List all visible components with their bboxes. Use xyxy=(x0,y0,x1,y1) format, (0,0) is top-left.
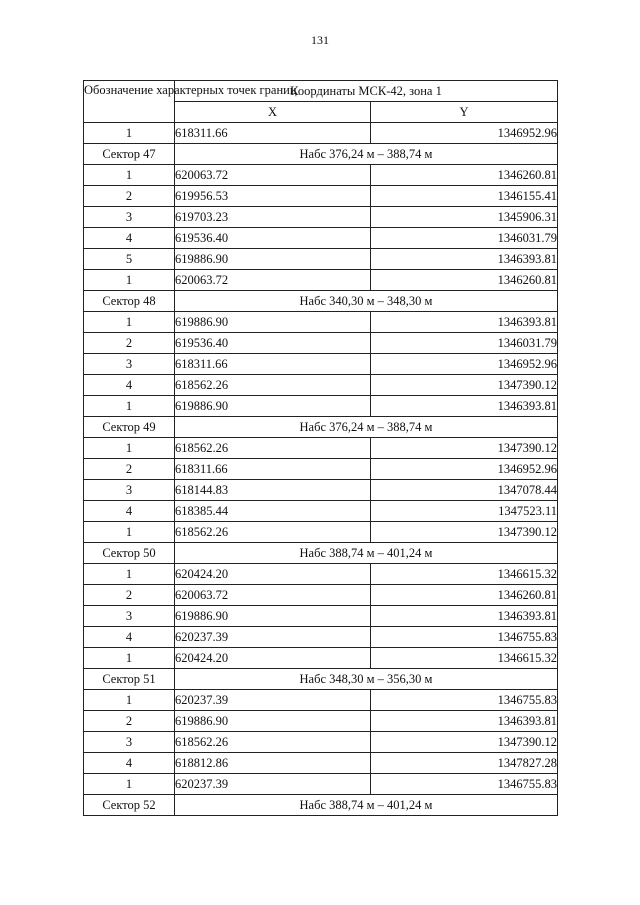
y-coordinate: 1346755.83 xyxy=(371,774,558,795)
x-coordinate: 620063.72 xyxy=(175,585,371,606)
table-row xyxy=(84,774,558,795)
point-number: 3 xyxy=(84,606,175,627)
sector-label: Сектор 50 xyxy=(84,543,175,564)
table-row xyxy=(84,732,558,753)
table-row xyxy=(84,564,558,585)
table-row xyxy=(84,585,558,606)
point-number: 1 xyxy=(84,438,175,459)
sector-elevation-range: Набс 348,30 м – 356,30 м xyxy=(175,669,558,690)
table-row xyxy=(84,480,558,501)
point-number: 2 xyxy=(84,186,175,207)
y-coordinate: 1346393.81 xyxy=(371,249,558,270)
x-coordinate: 620063.72 xyxy=(175,270,371,291)
sector-row xyxy=(84,417,558,438)
point-number: 1 xyxy=(84,123,175,144)
y-coordinate: 1347078.44 xyxy=(371,480,558,501)
y-coordinate: 1346755.83 xyxy=(371,690,558,711)
sector-row xyxy=(84,291,558,312)
table-row xyxy=(84,438,558,459)
y-coordinate: 1346615.32 xyxy=(371,648,558,669)
table-header-row xyxy=(84,81,558,102)
table-row xyxy=(84,207,558,228)
x-coordinate: 620424.20 xyxy=(175,648,371,669)
sector-label: Сектор 48 xyxy=(84,291,175,312)
point-number: 1 xyxy=(84,564,175,585)
x-coordinate: 619536.40 xyxy=(175,228,371,249)
table-row xyxy=(84,165,558,186)
point-number: 1 xyxy=(84,396,175,417)
point-designation-header: Обозначение характерных точек границ xyxy=(84,81,175,123)
table-row xyxy=(84,396,558,417)
table-row xyxy=(84,375,558,396)
y-coordinate: 1346031.79 xyxy=(371,228,558,249)
y-coordinate: 1346031.79 xyxy=(371,333,558,354)
x-coordinate: 620424.20 xyxy=(175,564,371,585)
sector-label: Сектор 47 xyxy=(84,144,175,165)
y-coordinate: 1347523.11 xyxy=(371,501,558,522)
y-coordinate: 1347827.28 xyxy=(371,753,558,774)
point-number: 4 xyxy=(84,375,175,396)
table-row xyxy=(84,753,558,774)
y-coordinate: 1346952.96 xyxy=(371,354,558,375)
point-number: 2 xyxy=(84,711,175,732)
y-coordinate: 1347390.12 xyxy=(371,522,558,543)
sector-elevation-range: Набс 340,30 м – 348,30 м xyxy=(175,291,558,312)
sector-row xyxy=(84,144,558,165)
table-row xyxy=(84,459,558,480)
table-row xyxy=(84,690,558,711)
x-coordinate: 619886.90 xyxy=(175,396,371,417)
table-row xyxy=(84,627,558,648)
y-coordinate: 1346755.83 xyxy=(371,627,558,648)
point-number: 1 xyxy=(84,774,175,795)
table-row xyxy=(84,333,558,354)
page-number: 131 xyxy=(311,33,329,47)
y-coordinate: 1345906.31 xyxy=(371,207,558,228)
point-number: 4 xyxy=(84,228,175,249)
x-coordinate: 620063.72 xyxy=(175,165,371,186)
point-number: 3 xyxy=(84,354,175,375)
y-coordinate: 1347390.12 xyxy=(371,732,558,753)
point-number: 5 xyxy=(84,249,175,270)
sector-label: Сектор 52 xyxy=(84,795,175,816)
table-row xyxy=(84,186,558,207)
x-coordinate: 618311.66 xyxy=(175,123,371,144)
y-coordinate: 1346155.41 xyxy=(371,186,558,207)
x-coordinate: 619703.23 xyxy=(175,207,371,228)
x-coordinate: 619886.90 xyxy=(175,606,371,627)
table-row xyxy=(84,522,558,543)
x-coordinate: 619886.90 xyxy=(175,711,371,732)
table-row xyxy=(84,354,558,375)
sector-label: Сектор 51 xyxy=(84,669,175,690)
x-coordinate: 618812.86 xyxy=(175,753,371,774)
y-coordinate: 1346952.96 xyxy=(371,123,558,144)
table-row xyxy=(84,312,558,333)
x-coordinate: 620237.39 xyxy=(175,627,371,648)
y-coordinate: 1346393.81 xyxy=(371,606,558,627)
point-number: 4 xyxy=(84,753,175,774)
x-coordinate: 618385.44 xyxy=(175,501,371,522)
x-coordinate: 619886.90 xyxy=(175,249,371,270)
x-coordinate: 618311.66 xyxy=(175,354,371,375)
y-coordinate: 1346393.81 xyxy=(371,312,558,333)
y-coordinate: 1346393.81 xyxy=(371,396,558,417)
sector-elevation-range: Набс 376,24 м – 388,74 м xyxy=(175,144,558,165)
table-row xyxy=(84,123,558,144)
y-coordinate: 1346393.81 xyxy=(371,711,558,732)
point-number: 1 xyxy=(84,165,175,186)
sector-row xyxy=(84,543,558,564)
point-number: 2 xyxy=(84,333,175,354)
x-coordinate: 618562.26 xyxy=(175,732,371,753)
coordinates-system-header: Координаты МСК-42, зона 1 xyxy=(175,81,558,102)
table-row xyxy=(84,648,558,669)
y-column-header: Y xyxy=(371,102,558,123)
y-coordinate: 1346260.81 xyxy=(371,585,558,606)
sector-elevation-range: Набс 376,24 м – 388,74 м xyxy=(175,417,558,438)
y-coordinate: 1346260.81 xyxy=(371,165,558,186)
point-number: 2 xyxy=(84,459,175,480)
sector-label: Сектор 49 xyxy=(84,417,175,438)
point-number: 3 xyxy=(84,207,175,228)
point-number: 4 xyxy=(84,627,175,648)
x-coordinate: 618562.26 xyxy=(175,522,371,543)
point-number: 3 xyxy=(84,732,175,753)
point-number: 1 xyxy=(84,270,175,291)
x-coordinate: 618562.26 xyxy=(175,375,371,396)
table-body xyxy=(84,123,558,816)
sector-elevation-range: Набс 388,74 м – 401,24 м xyxy=(175,795,558,816)
table-row xyxy=(84,711,558,732)
y-coordinate: 1346952.96 xyxy=(371,459,558,480)
point-number: 1 xyxy=(84,690,175,711)
y-coordinate: 1346260.81 xyxy=(371,270,558,291)
point-number: 3 xyxy=(84,480,175,501)
x-column-header: X xyxy=(175,102,371,123)
sector-row xyxy=(84,795,558,816)
coordinates-table xyxy=(83,80,558,816)
sector-row xyxy=(84,669,558,690)
y-coordinate: 1346615.32 xyxy=(371,564,558,585)
y-coordinate: 1347390.12 xyxy=(371,438,558,459)
x-coordinate: 619886.90 xyxy=(175,312,371,333)
point-number: 1 xyxy=(84,312,175,333)
point-number: 4 xyxy=(84,501,175,522)
x-coordinate: 619956.53 xyxy=(175,186,371,207)
x-coordinate: 620237.39 xyxy=(175,774,371,795)
x-coordinate: 620237.39 xyxy=(175,690,371,711)
x-coordinate: 618562.26 xyxy=(175,438,371,459)
sector-elevation-range: Набс 388,74 м – 401,24 м xyxy=(175,543,558,564)
x-coordinate: 618144.83 xyxy=(175,480,371,501)
table-row xyxy=(84,228,558,249)
table-row xyxy=(84,249,558,270)
x-coordinate: 619536.40 xyxy=(175,333,371,354)
x-coordinate: 618311.66 xyxy=(175,459,371,480)
point-number: 1 xyxy=(84,522,175,543)
table-row xyxy=(84,501,558,522)
point-number: 2 xyxy=(84,585,175,606)
table-row xyxy=(84,270,558,291)
y-coordinate: 1347390.12 xyxy=(371,375,558,396)
point-number: 1 xyxy=(84,648,175,669)
table-row xyxy=(84,606,558,627)
